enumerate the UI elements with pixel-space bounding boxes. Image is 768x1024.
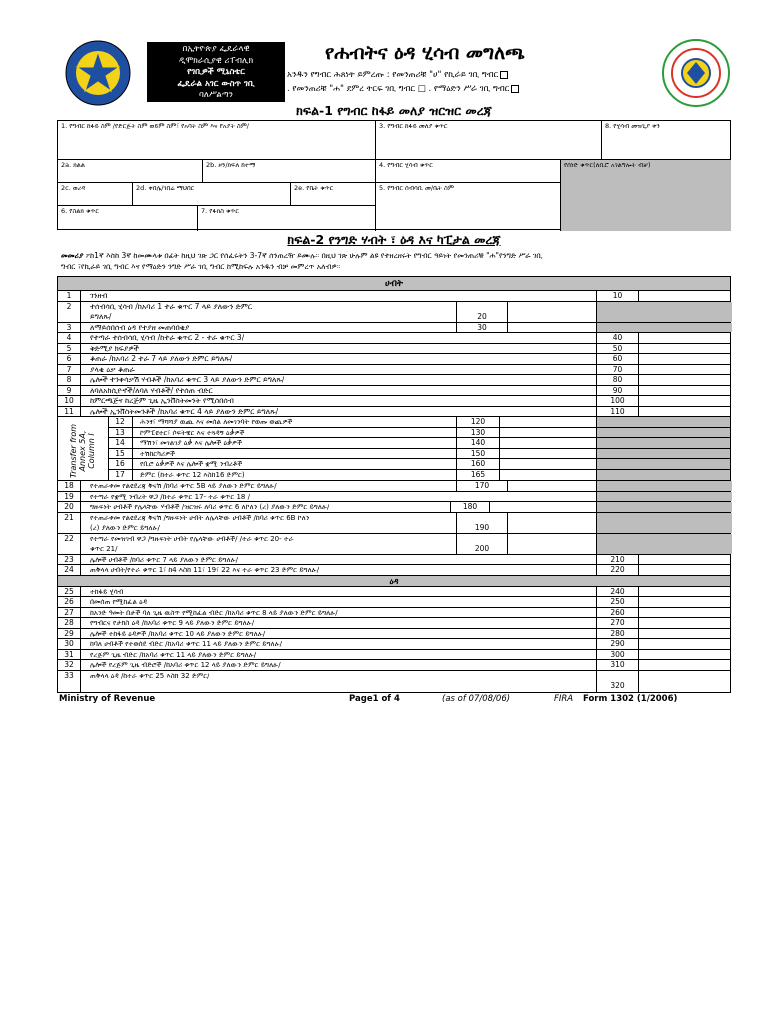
table-row <box>58 386 730 397</box>
line-code: 200 <box>474 543 490 553</box>
line-code: 130 <box>470 427 486 437</box>
amount-code-cell <box>456 459 500 469</box>
row-divider <box>80 608 81 618</box>
row-number: 11 <box>64 406 74 416</box>
line-code: 160 <box>470 459 486 468</box>
row-number: 14 <box>115 438 125 447</box>
row-label-cont: ይግለጹ/ <box>90 311 112 321</box>
amount-input[interactable] <box>500 470 596 481</box>
row-number: 18 <box>64 481 74 490</box>
block-divider <box>108 417 109 480</box>
part2-instructions: መመሪያ ፦ከ1ኛ እስከ 3ኛ ከመሙላቱ በፊት ከዚህ ገጽ ጋር የሰፈሩትን 3-7ኛ ሰንጠረዥ ይሙሉ። በዚህ ገጽ ሁሉም ልዩ የተዘረዘሩት የግብር ዓይነት የመንጠሪቹ "ሐ"የንግድ ሥራ ገቢ ግብር ፣የኪራይ ገቢ ግብር እና የማዕድን ንግድ ሥራ ገቢ ግብር ከሚከፍሉ አንዱን ብቻ መምረጥ አለብዎ። <box>61 251 543 271</box>
row-divider <box>80 375 81 385</box>
footer-ministry: Ministry of Revenue <box>59 693 156 704</box>
row-divider <box>80 629 81 639</box>
row-label: በመሰጠ የሚከፈል ዕዳ <box>90 598 148 606</box>
amount-code-cell <box>596 618 639 628</box>
table-row <box>108 459 730 470</box>
table-row <box>108 428 730 439</box>
document-title: የሐብትና ዕዳ ሂሳብ መግለጫ <box>325 42 525 64</box>
row-divider <box>80 650 81 660</box>
row-label-cont: ቁጥር 21/ <box>90 544 118 553</box>
row-number: 10 <box>64 396 74 405</box>
rental-tax-checkbox[interactable] <box>500 71 508 79</box>
amount-code-cell <box>450 502 490 512</box>
row-label: የተጠራቀመ የልዩደረጃ ቅናሽ /ከባሪ ቁጥር 5B ላይ ያለውን ድምር ይግለፁ/ <box>90 482 277 490</box>
ministry-name-box <box>147 42 285 102</box>
amount-code-cell <box>596 660 639 670</box>
line-code: 290 <box>610 639 625 648</box>
ministry-line: ባለሥልጣን <box>199 90 233 100</box>
footer-asof: (as of 07/08/06) <box>442 693 511 704</box>
row-label: የተጠራቀመ የልዩደረጃ ቅናሽ /ግዙፍነት ሀብት ለሌላቸው ሀብቶች /ከባሪ ቁጥር 6B ኮለን <box>90 513 310 522</box>
row-number: 26 <box>64 597 74 606</box>
table-row <box>108 470 730 481</box>
line-code: 310 <box>610 660 625 669</box>
total-input[interactable] <box>639 291 730 301</box>
total-input[interactable] <box>639 555 730 565</box>
line-code: 140 <box>470 438 486 447</box>
line-code: 90 <box>612 385 623 395</box>
amount-input[interactable] <box>508 513 596 533</box>
row-number: 12 <box>115 417 125 426</box>
total-input[interactable] <box>639 587 730 597</box>
total-input[interactable] <box>639 650 730 660</box>
line-code: 70 <box>612 364 623 374</box>
ministry-line: ፌዴራል አገር ውስጥ ገቢ <box>177 78 255 89</box>
row-label: ከምርጫጅና ከረጅም ጊዜ ኢንቨስትመንት የሚሰበሰብ <box>90 396 234 405</box>
row-label: ተከፋይ ሂሳብ <box>90 587 124 596</box>
table-row <box>58 660 730 671</box>
amount-code-cell <box>456 513 508 533</box>
row-divider <box>132 428 133 438</box>
assets-debts-table <box>57 276 731 693</box>
tax-type-line-1: አንዱን የግብር ሕጸነት ይምረጡ : የመንጠሪቹ "ሀ" የኪራይ ገቢ ግብር <box>287 70 508 80</box>
line-code: 240 <box>610 586 625 596</box>
row-label: ተሰብሳቢ ሂሳብ /ከአባሪ 1 ተራ ቁጥር 7 ላይ ያለውን ድምር <box>90 301 252 311</box>
row-number: 30 <box>64 639 74 648</box>
line-code: 165 <box>470 469 486 479</box>
row-label: ሌሎች ተከፋይ ዕዳዎች /ከአባሪ ቁጥር 10 ላይ ያለውን ድምር ይግለፁ/ <box>90 629 266 638</box>
shaded-cell <box>596 481 732 491</box>
amount-code-cell <box>596 608 639 618</box>
amount-input[interactable] <box>500 438 596 448</box>
row-number: 15 <box>115 448 125 458</box>
row-number: 31 <box>64 649 74 659</box>
row-divider <box>80 354 81 364</box>
footer-page: Page1 of 4 <box>349 693 400 704</box>
shaded-cell <box>596 513 732 533</box>
table-row <box>58 671 730 692</box>
row-label: ጠቅላላ ዕዳ /ከተራ ቁጥር 25 እስክ 32 ድምር/ <box>90 671 210 680</box>
table-row <box>58 291 730 302</box>
table-row <box>58 650 730 661</box>
shaded-cell <box>596 459 730 469</box>
row-label: የግብርና የታክስ ዕዳ /ከአባሪ ቁጥር 9 ላይ ያለውን ድምር ይግለፁ/ <box>90 619 255 627</box>
row-divider <box>132 459 133 469</box>
table-row <box>58 365 730 376</box>
row-label: ያላቂ ዕቃ ቆጠራ <box>90 364 135 374</box>
line-code: 80 <box>612 375 623 384</box>
row-divider <box>80 396 81 406</box>
row-label: ሕንፃ፣ ማሻሻያ ዉጪ እና መሰል ለመገንባት የወጡ ወጪዎች <box>140 418 293 426</box>
row-divider <box>80 597 81 607</box>
table-row <box>58 407 730 418</box>
row-label: ገንዘብ <box>90 291 108 300</box>
table-row <box>58 629 730 640</box>
tax-type-line-2: . የመንጠሪቹ "ሐ" ደምረ ትርፍ ገቢ ግብር □ . የማዕድን ሥራ ገቢ ግብር <box>287 84 519 94</box>
row-divider <box>80 618 81 628</box>
total-input[interactable] <box>639 565 730 575</box>
table-row <box>58 323 730 334</box>
row-divider <box>80 587 81 597</box>
row-divider <box>80 565 81 575</box>
total-input[interactable] <box>639 386 730 396</box>
row-label: ከአንድ ዓመት በታች ባለ ጊዜ ዉስጥ የሚከፈል ብድር /ከአባሪ ቁጥር 8 ላይ ያለውን ድምር ይግለፁ/ <box>90 608 338 617</box>
line-code: 50 <box>612 343 623 353</box>
amount-code-cell <box>596 565 639 575</box>
amount-code-cell <box>596 375 639 385</box>
amount-input[interactable] <box>500 417 596 427</box>
row-label: የቢሮ ዕቃዎች እና ሌሎች ቋሚ ንብረቶች <box>140 460 243 468</box>
row-label: ጠቅላላ ሀብት/የተራ ቁጥር 1፣ ከ4 እስከ 11፣ 19፣ 22 እና ተራ ቁጥር 23 ድምር ይግለፁ/ <box>90 566 320 574</box>
amount-input[interactable] <box>508 302 596 322</box>
row-number: 33 <box>64 670 74 680</box>
assets-title: ሀብት <box>385 279 403 289</box>
row-divider <box>80 492 81 502</box>
debts-section-header <box>58 576 730 587</box>
part1-title: ክፍል-1 የግብር ከፋይ መለያ ዝርዝር መረጃ <box>296 103 492 118</box>
amount-code-cell <box>596 365 639 375</box>
amount-code-cell <box>596 597 639 607</box>
ethiopian-emblem-icon <box>63 38 133 108</box>
amount-code-cell <box>456 417 500 427</box>
total-input[interactable] <box>639 629 730 639</box>
amount-code-cell <box>596 333 639 343</box>
row-number: 25 <box>64 586 74 596</box>
table-row <box>58 492 730 503</box>
row-label: ቅድሚያ ክፍያዎች <box>90 343 139 353</box>
row-label: ሌሎች ተንቀሳቃሽ ሃብቶች /ከአባሪ ቁጥር 3 ላይ ያለውን ድምር ይግለጹ/ <box>90 375 285 384</box>
line-code: 120 <box>470 417 486 426</box>
line-code: 220 <box>610 565 625 574</box>
amount-input[interactable] <box>500 428 596 438</box>
total-input[interactable] <box>639 333 730 343</box>
row-label: ሌሎች ኢንቨስትመንቶች /ከአባሪ ቁጥር 4 ላይ ያለውን ድምር ይግለጹ/ <box>90 406 279 416</box>
table-row <box>108 417 730 428</box>
amount-code-cell <box>596 291 639 301</box>
row-label: ግዙፍነት ሀብቶች የሌላቸው ሃብቶች /ዝርዝሩ ለባሪ ቁጥር 6 ለኮለን (ረ) ያለውን ድምር ይግለፁ/ <box>90 503 330 511</box>
line-code: 300 <box>610 649 625 659</box>
line-code: 250 <box>610 597 625 606</box>
table-row <box>58 333 730 344</box>
region-field[interactable]: 2a. ክልል <box>58 160 203 183</box>
row-divider <box>132 449 133 459</box>
row-divider <box>132 470 133 481</box>
total-input[interactable] <box>639 660 730 670</box>
house-number-field[interactable]: 2e. የቤት ቁጥር <box>291 183 376 206</box>
row-label: የረጅም ጊዜ ብድር /ከአባሪ ቁጥር 11 ላይ ያለውን ድምር ይግለፁ/ <box>90 650 257 659</box>
total-input[interactable] <box>639 618 730 628</box>
row-number: 29 <box>64 628 74 638</box>
row-label: ለባለአክሲዮኖች/ለባለ ሃብቶች/ የተሰጠ ብድር <box>90 385 213 395</box>
tax-office-field[interactable]: 5. የግብር ሰብሳቢ መ/ቤት ስም <box>376 183 561 231</box>
shaded-cell <box>596 492 732 502</box>
amount-code-cell <box>596 354 639 364</box>
row-label: ማሽን፣ መገልገያ ዕቃ እና ሌሎች ዕቃዎች <box>140 439 242 447</box>
amount-code-cell <box>596 587 639 597</box>
tin-field[interactable]: 3. የግብር ከፋይ መለያ ቁጥር <box>376 121 602 160</box>
line-code: 190 <box>474 522 490 532</box>
ministry-line: በኢትዮጵያ ፌዴራላዊ <box>182 44 250 54</box>
row-number: 21 <box>64 512 74 522</box>
line-code: 280 <box>610 628 625 638</box>
row-number: 32 <box>64 660 74 669</box>
shaded-cell <box>596 438 730 448</box>
row-label: ተሽከርካሪዎች <box>140 449 175 458</box>
row-divider <box>80 671 81 692</box>
footer-form-prefix: FIRA <box>554 693 574 704</box>
table-row <box>58 608 730 619</box>
row-divider <box>132 438 133 448</box>
kebele-field[interactable]: 2d. ቀበሌ/ገበሬ ማህበር <box>133 183 291 206</box>
line-code: 210 <box>610 554 625 564</box>
total-input[interactable] <box>639 354 730 364</box>
line-code: 110 <box>610 406 625 416</box>
form-header <box>57 36 731 102</box>
table-row <box>58 597 730 608</box>
footer-form: Form 1302 (1/2006) <box>583 693 678 704</box>
row-number: 8 <box>66 375 72 384</box>
table-row <box>58 302 730 323</box>
taxpayer-name-field[interactable]: 1. የግብር ከፋይ ስም /የድርጅት ስም ወይም ስም፣ የአባት ስም እና የአያት ስም/ <box>58 121 376 160</box>
amount-code-cell <box>596 639 639 649</box>
line-code: 320 <box>610 680 625 690</box>
row-label: የተጣራ ተሰብሳቢ ሂሳብ /ከተራ ቁጥር 2 - ተራ ቁጥር 3/ <box>90 333 245 342</box>
row-number: 17 <box>115 469 125 479</box>
shaded-cell <box>596 470 730 481</box>
row-divider <box>80 344 81 354</box>
total-input[interactable] <box>639 344 730 354</box>
document-number-box: የሰነድ ቁጥር(ለቢሮ አገልግሎት ብቻ) <box>561 160 731 231</box>
row-divider <box>80 323 81 333</box>
row-number: 28 <box>64 618 74 627</box>
phone-field[interactable]: 6. የስልክ ቁጥር <box>58 206 198 231</box>
row-number: 23 <box>64 554 74 564</box>
row-number: 24 <box>64 565 74 574</box>
line-code: 150 <box>470 448 486 458</box>
amount-input[interactable] <box>490 502 596 512</box>
shaded-cell <box>596 302 732 322</box>
row-label: ከባለ ሀብቶች የተወሰደ ብድር /ከአባሪ ቁጥር 11 ላይ ያለውን ድምር ይግለፁ/ <box>90 640 283 648</box>
assets-section-header <box>58 277 730 291</box>
amount-code-cell <box>456 449 500 459</box>
row-label: የተጣራ የቋሚ ንብረት ዋጋ /ከተራ ቁጥር 17- ተራ ቁጥር 18 / <box>90 492 250 501</box>
amount-code-cell <box>596 386 639 396</box>
table-row <box>58 555 730 566</box>
line-code: 180 <box>462 502 478 511</box>
annex-5a-block <box>58 417 730 481</box>
amount-code-cell <box>456 534 508 554</box>
line-code: 270 <box>610 618 625 627</box>
table-row <box>58 344 730 355</box>
amount-code-cell <box>456 428 500 438</box>
row-divider <box>80 555 81 565</box>
line-code: 20 <box>477 311 487 321</box>
ministry-line: የገቢዎች ሚኒስቴር <box>187 67 245 77</box>
row-label: ለማይሰበሰብ ዕዳ የተያዘ መጠባበቂያ <box>90 322 190 332</box>
table-row <box>58 565 730 576</box>
row-number: 22 <box>64 533 74 543</box>
row-divider <box>80 291 81 301</box>
row-label: ኮምፒዩተር፣ ሶፍትዌር እና ተጓዳኝ ዕቃዎች <box>140 428 245 437</box>
row-number: 4 <box>66 333 72 342</box>
table-row <box>58 396 730 407</box>
amount-input[interactable] <box>500 459 596 469</box>
row-divider <box>80 639 81 649</box>
line-code: 100 <box>610 396 625 405</box>
row-number: 9 <box>66 385 72 395</box>
amount-code-cell <box>456 323 508 333</box>
shaded-cell <box>596 502 732 512</box>
row-divider <box>132 417 133 427</box>
taxpayer-info-grid <box>57 120 731 230</box>
row-label: የተጣራ የመዝገብ ዋጋ /ግዙፍነት ሀብት የሌላቸው ሀብቶች/ /ተራ ቁጥር 20- ተራ <box>90 534 294 543</box>
table-row <box>58 639 730 650</box>
ministry-line: ዲሞክራሲያዊ ሪፐብሊክ <box>178 55 254 66</box>
amount-code-cell <box>456 302 508 322</box>
row-number: 7 <box>66 364 72 374</box>
amount-input[interactable] <box>508 481 596 491</box>
row-label: ድምር (ከተራ ቁጥር 12 እስከ16 ድምር) <box>140 470 245 479</box>
shaded-cell <box>596 534 732 554</box>
woreda-field[interactable]: 2c. ወረዳ <box>58 183 133 206</box>
amount-code-cell <box>456 470 500 481</box>
total-input[interactable] <box>639 396 730 406</box>
line-code: 30 <box>477 322 487 332</box>
row-divider <box>80 534 81 554</box>
shaded-cell <box>596 417 730 427</box>
shaded-cell <box>596 428 730 438</box>
total-input[interactable] <box>639 375 730 385</box>
revenue-authority-logo-icon <box>661 38 731 108</box>
total-input[interactable] <box>639 597 730 607</box>
table-row <box>58 481 730 492</box>
amount-code-cell <box>596 629 639 639</box>
amount-code-cell <box>596 671 639 692</box>
row-number: 3 <box>66 322 72 332</box>
annex-transfer-label: Transfer from Annex 5A, Column I <box>69 423 96 479</box>
amount-input[interactable] <box>508 323 596 333</box>
amount-code-cell <box>596 650 639 660</box>
row-label: ሌሎች ሀብቶች /ከባሪ ቁጥር 7 ላይ ያለውን ድምር ይግለፁ/ <box>90 555 238 564</box>
amount-code-cell <box>456 438 500 448</box>
row-divider <box>80 333 81 343</box>
row-divider <box>80 513 81 533</box>
form-page <box>57 36 731 709</box>
row-number: 20 <box>64 502 74 511</box>
account-close-date-field[interactable]: 8. የሂሳብ መዝጊያ ቀን <box>602 121 731 160</box>
row-label-cont: (ረ) ያለውን ድምር ይግለፁ/ <box>90 523 160 532</box>
line-code: 60 <box>612 354 623 363</box>
shaded-cell <box>596 449 730 459</box>
row-label: ሌሎች የረጅም ጊዜ ብድሮች /ከአባሪ ቁጥር 12 ላይ ያለውን ድምር ይግለፁ/ <box>90 661 281 669</box>
zone-field[interactable]: 2b. ዞን/ክፍለ ከተማ <box>203 160 376 183</box>
row-number: 1 <box>66 291 72 300</box>
table-row <box>58 587 730 598</box>
table-row <box>58 534 730 555</box>
tax-account-field[interactable]: 4. የግብር ሂሳብ ቁጥር <box>376 160 561 183</box>
amount-input[interactable] <box>500 449 596 459</box>
row-number: 6 <box>66 354 72 363</box>
table-row <box>58 375 730 386</box>
row-number: 27 <box>64 607 74 617</box>
table-row <box>108 449 730 460</box>
mining-tax-checkbox[interactable] <box>511 85 519 93</box>
row-number: 16 <box>115 459 125 468</box>
line-code: 260 <box>610 607 625 617</box>
row-number: 13 <box>115 427 125 437</box>
total-input[interactable] <box>639 608 730 618</box>
form-footer <box>57 693 731 709</box>
row-divider <box>80 386 81 396</box>
row-number: 5 <box>66 343 72 353</box>
line-code: 10 <box>612 291 623 300</box>
table-row <box>58 513 730 534</box>
total-input[interactable] <box>639 407 730 417</box>
fax-field[interactable]: 7. የፋክስ ቁጥር <box>198 206 376 231</box>
table-row <box>58 618 730 629</box>
debts-title: ዕዳ <box>389 576 399 586</box>
row-divider <box>80 365 81 375</box>
row-divider <box>80 481 81 491</box>
row-divider <box>80 302 81 322</box>
total-input[interactable] <box>639 639 730 649</box>
row-number: 19 <box>64 491 74 501</box>
table-row <box>108 438 730 449</box>
table-row <box>58 354 730 365</box>
shaded-cell <box>596 323 732 333</box>
row-divider <box>80 502 81 512</box>
amount-code-cell <box>596 396 639 406</box>
total-input[interactable] <box>639 671 730 692</box>
amount-code-cell <box>456 481 508 491</box>
amount-code-cell <box>596 407 639 417</box>
amount-code-cell <box>596 344 639 354</box>
row-divider <box>80 660 81 670</box>
line-code: 40 <box>612 333 623 342</box>
row-label: ቆጠራ /ከአባሪ 2 ተራ 7 ላይ ያለውን ድምር ይግለጹ/ <box>90 354 233 363</box>
table-row <box>58 502 730 513</box>
total-input[interactable] <box>639 365 730 375</box>
amount-input[interactable] <box>508 534 596 554</box>
amount-code-cell <box>596 555 639 565</box>
part2-title: ክፍል-2 የንግድ ሃብት ፣ ዕዳ እና ካፒታል መረጃ <box>287 232 501 247</box>
row-number: 2 <box>66 301 72 311</box>
line-code: 170 <box>474 481 490 490</box>
